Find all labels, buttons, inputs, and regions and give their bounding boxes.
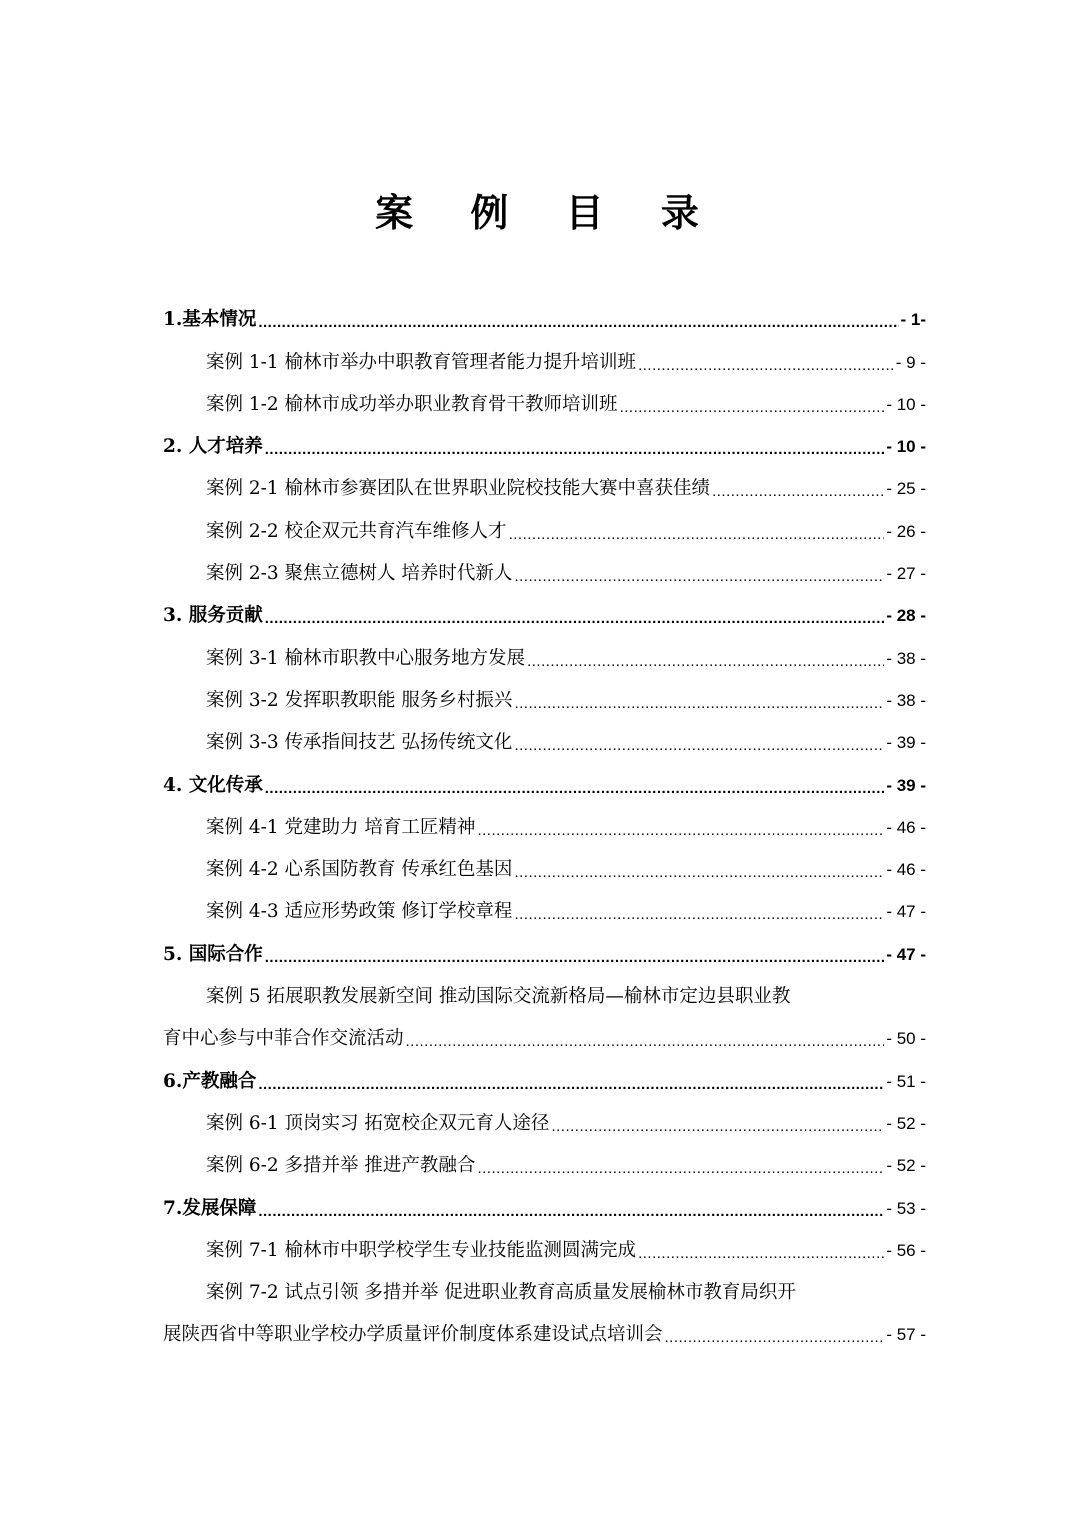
toc-case-1-1[interactable]: [163, 338, 926, 380]
toc-case-2-1[interactable]: [163, 465, 926, 507]
toc-leader-dots: [514, 906, 884, 924]
toc-case-3-2[interactable]: [163, 677, 926, 719]
toc-case-7-2-line-2[interactable]: [163, 1311, 926, 1353]
toc-leader-dots: [514, 737, 884, 755]
toc-leader-dots: [527, 653, 884, 671]
toc-leader-dots: [477, 1160, 884, 1178]
toc-entry-text: 1.基本情况: [163, 309, 257, 331]
toc-section-5[interactable]: [163, 930, 926, 972]
toc-entry-text: 案例 4-3 适应形势政策 修订学校章程: [206, 901, 513, 923]
toc-entry-text: 案例 2-1 榆林市参赛团队在世界职业院校技能大赛中喜获佳绩: [206, 478, 711, 500]
toc-case-6-1[interactable]: [163, 1100, 926, 1142]
toc-page-number: - 56 -: [886, 1240, 926, 1260]
toc-page-number: - 50 -: [886, 1029, 926, 1049]
toc-leader-dots: [406, 1033, 885, 1051]
toc-page-number: - 46 -: [886, 860, 926, 880]
toc-page-number: - 26 -: [886, 521, 926, 541]
toc-leader-dots: [509, 526, 885, 544]
toc-page-number: - 53 -: [886, 1198, 926, 1218]
toc-entry-text: 案例 7-2 试点引领 多措并举 促进职业教育高质量发展榆林市教育局织开: [206, 1282, 796, 1304]
toc-case-2-2[interactable]: [163, 507, 926, 549]
toc-leader-dots: [477, 822, 884, 840]
table-of-contents: [163, 296, 926, 1353]
toc-entry-text: 案例 1-2 榆林市成功举办职业教育骨干教师培训班: [206, 393, 618, 415]
toc-page-number: - 52 -: [886, 1113, 926, 1133]
toc-entry-text: 7.发展保障: [163, 1197, 257, 1219]
toc-leader-dots: [514, 864, 884, 882]
toc-entry-text: 展陕西省中等职业学校办学质量评价制度体系建设试点培训会: [163, 1324, 663, 1346]
toc-entry-text: 案例 3-2 发挥职教职能 服务乡村振兴: [206, 689, 513, 711]
toc-page-number: - 10 -: [886, 394, 926, 414]
toc-section-7[interactable]: [163, 1184, 926, 1226]
toc-entry-text: 6.产教融合: [163, 1070, 257, 1092]
toc-leader-dots: [551, 1118, 884, 1136]
toc-case-3-3[interactable]: [163, 719, 926, 761]
toc-entry-text: 育中心参与中菲合作交流活动: [163, 1028, 404, 1050]
toc-entry-text: 2. 人才培养: [163, 436, 263, 458]
toc-case-4-3[interactable]: [163, 888, 926, 930]
toc-page-number: - 39 -: [886, 733, 926, 753]
toc-leader-dots: [620, 399, 885, 417]
toc-leader-dots: [265, 610, 885, 628]
toc-page-number: - 38 -: [886, 648, 926, 668]
toc-case-1-2[interactable]: [163, 381, 926, 423]
toc-leader-dots: [638, 1245, 884, 1263]
toc-page-number: - 52 -: [886, 1156, 926, 1176]
toc-page-number: - 9 -: [895, 352, 926, 372]
toc-leader-dots: [265, 949, 885, 967]
toc-entry-text: 案例 1-1 榆林市举办中职教育管理者能力提升培训班: [206, 351, 637, 373]
toc-page-number: - 10 -: [886, 437, 926, 457]
toc-page-number: - 38 -: [886, 690, 926, 710]
toc-case-5-line-1[interactable]: [163, 973, 926, 1015]
toc-page-number: - 39 -: [886, 775, 926, 795]
toc-leader-dots: [258, 1203, 884, 1221]
toc-case-4-1[interactable]: [163, 804, 926, 846]
toc-leader-dots: [638, 357, 894, 375]
toc-entry-text: 案例 4-2 心系国防教育 传承红色基因: [206, 859, 513, 881]
toc-leader-dots: [258, 314, 898, 332]
toc-section-3[interactable]: [163, 592, 926, 634]
toc-entry-text: 案例 6-2 多措并举 推进产教融合: [206, 1155, 476, 1177]
toc-page-number: - 51 -: [886, 1071, 926, 1091]
toc-entry-text: 3. 服务贡献: [163, 605, 263, 627]
toc-page-number: - 28 -: [886, 606, 926, 626]
toc-leader-dots: [258, 1076, 884, 1094]
toc-leader-dots: [712, 483, 884, 501]
toc-entry-text: 案例 2-2 校企双元共育汽车维修人才: [206, 520, 507, 542]
toc-leader-dots: [265, 441, 885, 459]
toc-entry-text: 案例 5 拓展职教发展新空间 推动国际交流新格局—榆林市定边县职业教: [206, 986, 791, 1008]
toc-page-number: - 27 -: [886, 564, 926, 584]
toc-leader-dots: [514, 568, 884, 586]
toc-case-2-3[interactable]: [163, 550, 926, 592]
toc-entry-text: 案例 3-3 传承指间技艺 弘扬传统文化: [206, 732, 513, 754]
toc-case-5-line-2[interactable]: [163, 1015, 926, 1057]
toc-leader-dots: [514, 695, 884, 713]
toc-leader-dots: [265, 780, 885, 798]
toc-section-4[interactable]: [163, 761, 926, 803]
toc-entry-text: 4. 文化传承: [163, 774, 263, 796]
toc-case-3-1[interactable]: [163, 634, 926, 676]
toc-case-7-2-line-1[interactable]: [163, 1269, 926, 1311]
toc-case-4-2[interactable]: [163, 846, 926, 888]
toc-section-6[interactable]: [163, 1057, 926, 1099]
page-title: 案 例 目 录: [375, 190, 721, 235]
toc-section-1[interactable]: [163, 296, 926, 338]
toc-entry-text: 案例 4-1 党建助力 培育工匠精神: [206, 816, 476, 838]
toc-case-7-1[interactable]: [163, 1227, 926, 1269]
toc-entry-text: 案例 3-1 榆林市职教中心服务地方发展: [206, 647, 526, 669]
toc-page-number: - 47 -: [886, 902, 926, 922]
toc-leader-dots: [665, 1329, 885, 1347]
toc-page-number: - 46 -: [886, 817, 926, 837]
toc-page-number: - 1-: [900, 310, 926, 330]
toc-entry-text: 案例 2-3 聚焦立德树人 培养时代新人: [206, 563, 513, 585]
toc-entry-text: 5. 国际合作: [163, 943, 263, 965]
toc-case-6-2[interactable]: [163, 1142, 926, 1184]
toc-section-2[interactable]: [163, 423, 926, 465]
toc-page-number: - 57 -: [886, 1325, 926, 1345]
toc-page-number: - 47 -: [886, 944, 926, 964]
toc-entry-text: 案例 6-1 顶岗实习 拓宽校企双元育人途径: [206, 1112, 550, 1134]
toc-entry-text: 案例 7-1 榆林市中职学校学生专业技能监测圆满完成: [206, 1239, 637, 1261]
toc-page-number: - 25 -: [886, 479, 926, 499]
